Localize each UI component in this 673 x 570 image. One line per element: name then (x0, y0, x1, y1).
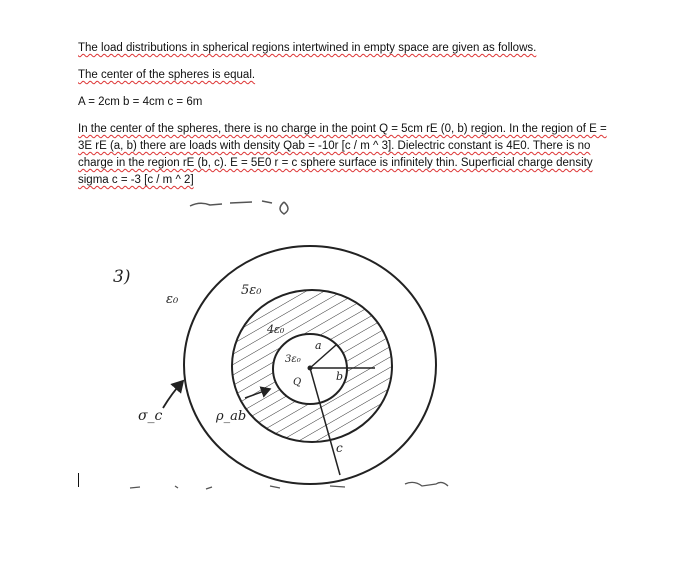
label-ring-eps: 5ε₀ (241, 283, 262, 298)
label-outer-eps: ε₀ (166, 292, 179, 307)
problem-number: 3) (113, 267, 131, 287)
label-b: b (336, 370, 344, 383)
cropped-handwriting-bottom (130, 482, 448, 489)
text-line-1: The load distributions in spherical regions intertwined in empty space are given as follows. (78, 42, 537, 54)
label-shell-eps: 4ε₀ (267, 323, 285, 336)
text-paragraph: In the center of the spheres, there is no charge in the point Q = 5cm rE (0, b) region. In the region of E = 3E rE (a, b) there are loads with density Qab = -10r [c / m ^ 3]. Dielectric constant is 4E0. There is no charge in the region rE (b, c). E = 5E0 r = c sphere surface is infinitely thin. Superficial charge density sigma c = -3 [c / m ^ 2] (78, 123, 607, 186)
sigma-arrow (163, 381, 183, 408)
label-a: a (315, 339, 322, 352)
label-sigma: σ_c (138, 408, 163, 424)
label-c: c (336, 441, 343, 455)
label-core-eps: 3ε₀ (285, 354, 301, 365)
cropped-handwriting-top (190, 201, 288, 214)
text-cursor (78, 473, 79, 487)
text-line-3: A = 2cm b = 4cm c = 6m (78, 96, 203, 108)
label-rho: ρ_ab (216, 409, 247, 424)
label-Q: Q (293, 377, 302, 388)
text-line-2: The center of the spheres is equal. (78, 69, 256, 81)
